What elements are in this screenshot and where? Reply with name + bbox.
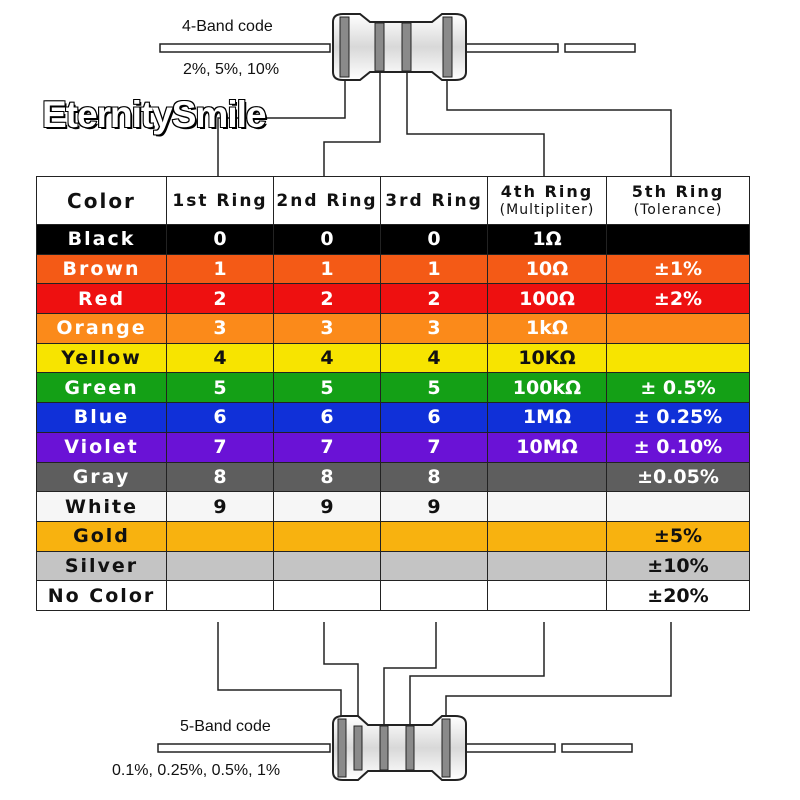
cell-multiplier: 1MΩ bbox=[488, 403, 607, 433]
header-ring2: 2nd Ring bbox=[274, 177, 381, 225]
table-header-row bbox=[37, 177, 750, 225]
table-row bbox=[37, 254, 750, 284]
five-band-title: 5-Band code bbox=[180, 718, 271, 735]
cell-ring1: 1 bbox=[167, 254, 274, 284]
cell-multiplier bbox=[488, 492, 607, 522]
table-row bbox=[37, 551, 750, 581]
table-row bbox=[37, 432, 750, 462]
table-row bbox=[37, 403, 750, 433]
cell-ring1: 6 bbox=[167, 403, 274, 433]
cell-ring1: 3 bbox=[167, 314, 274, 344]
cell-tolerance bbox=[607, 225, 750, 255]
cell-ring1: 9 bbox=[167, 492, 274, 522]
cell-ring2: 2 bbox=[274, 284, 381, 314]
cell-color: Brown bbox=[37, 254, 167, 284]
cell-ring2 bbox=[274, 521, 381, 551]
cell-ring3: 3 bbox=[381, 314, 488, 344]
cell-tolerance: ± 0.25% bbox=[607, 403, 750, 433]
cell-multiplier bbox=[488, 551, 607, 581]
cell-multiplier bbox=[488, 521, 607, 551]
cell-ring2: 4 bbox=[274, 343, 381, 373]
cell-color: Black bbox=[37, 225, 167, 255]
color-code-table bbox=[36, 176, 750, 611]
four-band-title: 4-Band code bbox=[182, 18, 273, 35]
cell-color: Gold bbox=[37, 521, 167, 551]
cell-multiplier bbox=[488, 581, 607, 611]
cell-ring1: 4 bbox=[167, 343, 274, 373]
watermark-logo: EternitySmile bbox=[42, 94, 266, 135]
cell-color: Violet bbox=[37, 432, 167, 462]
table-row bbox=[37, 225, 750, 255]
cell-color: Blue bbox=[37, 403, 167, 433]
table-row bbox=[37, 343, 750, 373]
cell-ring3: 4 bbox=[381, 343, 488, 373]
cell-ring1: 8 bbox=[167, 462, 274, 492]
header-color: Color bbox=[37, 177, 167, 225]
cell-color: Silver bbox=[37, 551, 167, 581]
cell-color: Green bbox=[37, 373, 167, 403]
cell-tolerance: ±5% bbox=[607, 521, 750, 551]
cell-ring2: 5 bbox=[274, 373, 381, 403]
cell-color: No Color bbox=[37, 581, 167, 611]
header-ring5-subtitle: (Tolerance) bbox=[633, 201, 723, 218]
cell-ring2: 6 bbox=[274, 403, 381, 433]
cell-tolerance bbox=[607, 492, 750, 522]
cell-ring3 bbox=[381, 581, 488, 611]
cell-ring1 bbox=[167, 551, 274, 581]
header-ring4 bbox=[488, 177, 607, 225]
cell-ring2 bbox=[274, 581, 381, 611]
cell-multiplier: 100kΩ bbox=[488, 373, 607, 403]
table-row bbox=[37, 581, 750, 611]
cell-ring3: 9 bbox=[381, 492, 488, 522]
cell-tolerance: ± 0.5% bbox=[607, 373, 750, 403]
four-band-tolerances: 2%, 5%, 10% bbox=[183, 61, 280, 78]
cell-ring2: 8 bbox=[274, 462, 381, 492]
cell-color: Orange bbox=[37, 314, 167, 344]
cell-color: Yellow bbox=[37, 343, 167, 373]
cell-multiplier: 1Ω bbox=[488, 225, 607, 255]
table-row bbox=[37, 314, 750, 344]
cell-multiplier: 100Ω bbox=[488, 284, 607, 314]
cell-ring3: 8 bbox=[381, 462, 488, 492]
cell-tolerance bbox=[607, 343, 750, 373]
cell-ring3: 1 bbox=[381, 254, 488, 284]
cell-tolerance: ±20% bbox=[607, 581, 750, 611]
cell-ring3: 6 bbox=[381, 403, 488, 433]
header-ring5 bbox=[607, 177, 750, 225]
cell-color: Gray bbox=[37, 462, 167, 492]
cell-ring2 bbox=[274, 551, 381, 581]
cell-ring1 bbox=[167, 521, 274, 551]
table-row bbox=[37, 373, 750, 403]
cell-ring3: 5 bbox=[381, 373, 488, 403]
cell-tolerance: ±0.05% bbox=[607, 462, 750, 492]
cell-tolerance: ±1% bbox=[607, 254, 750, 284]
cell-ring1: 5 bbox=[167, 373, 274, 403]
cell-multiplier: 10MΩ bbox=[488, 432, 607, 462]
header-ring4-title: 4th Ring bbox=[500, 181, 594, 201]
cell-multiplier: 1kΩ bbox=[488, 314, 607, 344]
cell-ring1 bbox=[167, 581, 274, 611]
cell-tolerance: ±10% bbox=[607, 551, 750, 581]
table-row bbox=[37, 521, 750, 551]
cell-ring2: 1 bbox=[274, 254, 381, 284]
table-row bbox=[37, 462, 750, 492]
five-band-tolerances: 0.1%, 0.25%, 0.5%, 1% bbox=[112, 762, 281, 779]
cell-ring2: 0 bbox=[274, 225, 381, 255]
cell-ring1: 0 bbox=[167, 225, 274, 255]
table-row bbox=[37, 284, 750, 314]
cell-ring1: 7 bbox=[167, 432, 274, 462]
header-ring1: 1st Ring bbox=[167, 177, 274, 225]
cell-multiplier: 10KΩ bbox=[488, 343, 607, 373]
cell-ring1: 2 bbox=[167, 284, 274, 314]
cell-tolerance: ±2% bbox=[607, 284, 750, 314]
cell-ring2: 7 bbox=[274, 432, 381, 462]
header-ring3: 3rd Ring bbox=[381, 177, 488, 225]
cell-ring2: 9 bbox=[274, 492, 381, 522]
header-ring4-subtitle: (Multipliter) bbox=[499, 201, 595, 218]
table-row bbox=[37, 492, 750, 522]
cell-color: Red bbox=[37, 284, 167, 314]
cell-multiplier: 10Ω bbox=[488, 254, 607, 284]
cell-tolerance: ± 0.10% bbox=[607, 432, 750, 462]
four-band-leader-lines bbox=[218, 72, 671, 176]
cell-ring3 bbox=[381, 521, 488, 551]
cell-tolerance bbox=[607, 314, 750, 344]
cell-color: White bbox=[37, 492, 167, 522]
cell-ring2: 3 bbox=[274, 314, 381, 344]
cell-multiplier bbox=[488, 462, 607, 492]
cell-ring3 bbox=[381, 551, 488, 581]
cell-ring3: 0 bbox=[381, 225, 488, 255]
header-ring5-title: 5th Ring bbox=[631, 181, 725, 201]
five-band-leader-lines bbox=[218, 622, 671, 728]
cell-ring3: 2 bbox=[381, 284, 488, 314]
table-body bbox=[37, 225, 750, 611]
cell-ring3: 7 bbox=[381, 432, 488, 462]
